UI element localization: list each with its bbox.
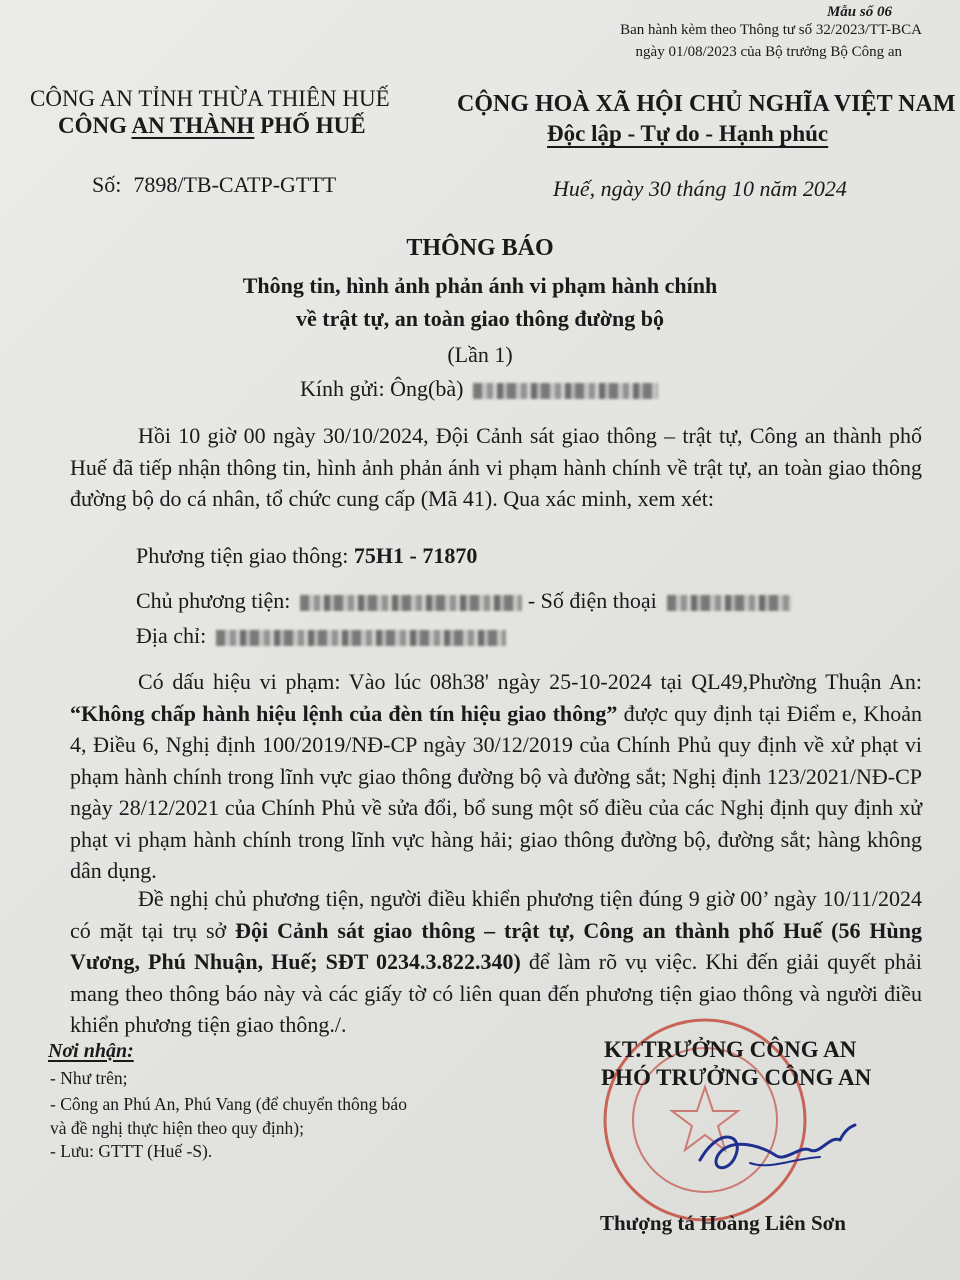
- recipient-item: và đề nghị thực hiện theo quy định);: [50, 1118, 304, 1138]
- recipient-line: Kính gửi: Ông(bà): [300, 376, 658, 402]
- signature-title-1: KT.TRƯỞNG CÔNG AN: [604, 1037, 857, 1062]
- form-reference-line-1: Ban hành kèm theo Thông tư số 32/2023/TT-BCA: [620, 22, 922, 38]
- agency-name: CÔNG AN THÀNH PHỐ HUẾ: [58, 113, 366, 138]
- redacted-address: [216, 630, 506, 646]
- redacted-name: [473, 383, 658, 399]
- document-title: THÔNG BÁO: [406, 235, 554, 261]
- agency-parent: CÔNG AN TỈNH THỪA THIÊN HUẾ: [30, 86, 390, 111]
- document-subtitle-2: về trật tự, an toàn giao thông đường bộ: [295, 306, 664, 331]
- paragraph-intro: Hồi 10 giờ 00 ngày 30/10/2024, Đội Cảnh sát giao thông – trật tự, Công an thành phố Huế đã tiếp nhận thông tin, hình ảnh phản ánh vi phạm hành chính về trật tự, an toàn giao thông đường bộ do cá nhân, tổ chức cung cấp (Mã 41). Qua xác minh, xem xét:: [70, 423, 922, 511]
- recipient-item: - Lưu: GTTT (Huế -S).: [50, 1141, 213, 1161]
- edition: (Lần 1): [447, 342, 513, 367]
- recipient-item: - Như trên;: [50, 1068, 128, 1088]
- document-number: Số: 7898/TB-CATP-GTTT: [92, 172, 337, 197]
- redacted-owner: [300, 595, 522, 611]
- handwritten-signature: [690, 1115, 870, 1195]
- recipients-heading: Nơi nhận:: [48, 1040, 134, 1062]
- paragraph-request: Đề nghị chủ phương tiện, người điều khiển phương tiện đúng 9 giờ 00’ ngày 10/11/2024 có mặt tại trụ sở Đội Cảnh sát giao thông – trật tự, Công an thành phố Huế (56 Hùng Vương, Phú Nhuận, Huế; SĐT 0234.3.822.340) để làm rõ vụ việc. Khi đến giải quyết phải mang theo thông báo này và các giấy tờ có liên quan đến phương tiện giao thông và người điều khiển phương tiện giao thông./.: [70, 886, 922, 1037]
- form-number: Mẫu số 06: [826, 4, 892, 20]
- form-reference-line-2: ngày 01/08/2023 của Bộ trưởng Bộ Công an: [635, 44, 902, 60]
- national-motto: Độc lập - Tự do - Hạnh phúc: [547, 121, 829, 146]
- document-subtitle-1: Thông tin, hình ảnh phản ánh vi phạm hành chính: [242, 273, 718, 298]
- date-line: Huế, ngày 30 tháng 10 năm 2024: [553, 176, 847, 201]
- recipient-item: - Công an Phú An, Phú Vang (để chuyển thông báo: [50, 1094, 407, 1114]
- signature-title-2: PHÓ TRƯỞNG CÔNG AN: [601, 1065, 872, 1090]
- paragraph-violation: Có dấu hiệu vi phạm: Vào lúc 08h38' ngày 25-10-2024 tại QL49,Phường Thuận An: “Không chấp hành hiệu lệnh của đèn tín hiệu giao thông” được quy định tại Điểm e, Khoản 4, Điều 6, Nghị định 100/2019/NĐ-CP ngày 30/12/2019 của Chính Phủ quy định về xử phạt vi phạm hành chính trong lĩnh vực giao thông đường bộ và đường sắt; Nghị định 123/2021/NĐ-CP ngày 28/12/2021 của Chính Phủ về sửa đổi, bổ sung một số điều của các Nghị định quy định xử phạt vi phạm hành chính trong lĩnh vực hàng hải; giao thông đường bộ, đường sắt; hàng không dân dụng.: [70, 669, 923, 883]
- address-line: Địa chỉ:: [136, 623, 506, 649]
- republic-title: CỘNG HOÀ XÃ HỘI CHỦ NGHĨA VIỆT NAM: [457, 91, 956, 117]
- vehicle-line: Phương tiện giao thông: 75H1 - 71870: [136, 543, 478, 568]
- redacted-phone: [667, 595, 792, 611]
- signer-name: Thượng tá Hoàng Liên Sơn: [600, 1211, 846, 1235]
- owner-line: Chủ phương tiện: - Số điện thoại: [136, 588, 792, 614]
